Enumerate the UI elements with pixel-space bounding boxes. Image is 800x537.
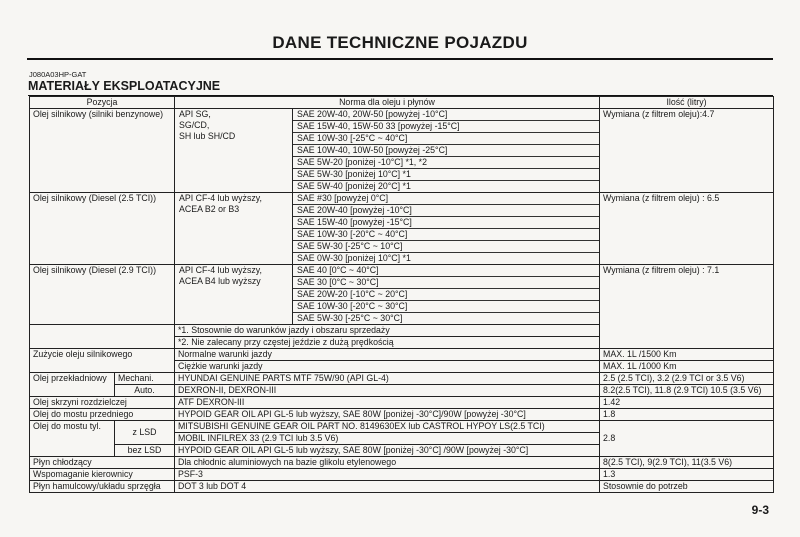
header-norm: Norma dla oleju i płynów [175,97,600,109]
cell-position: Olej do mostu tyl. [30,421,115,457]
cell-norm: HYPOID GEAR OIL API GL-5 lub wyższy, SAE 80W [poniżej -30°C]/90W [powyżej -30°C] [175,409,600,421]
cell-quantity: MAX. 1L /1000 Km [600,361,774,373]
page-title: DANE TECHNICZNE POJAZDU [272,33,528,52]
cell-api [175,265,293,325]
cell-quantity: 8(2.5 TCI), 9(2.9 TCI), 11(3.5 V6) [600,457,774,469]
cell-quantity: 1.8 [600,409,774,421]
sae-line: SAE 20W-40 [powyżej -10°C] [293,205,599,217]
cell-position: Płyn hamulcowy/układu sprzęgła [30,481,175,493]
sae-line: SAE #30 [powyżej 0°C] [293,193,599,205]
cell-position: Olej silnikowy (Diesel (2.9 TCI)) [30,265,175,325]
sae-line: SAE 5W-30 [-25°C ~ 10°C] [293,241,599,253]
cell-norm: Dla chłodnic aluminiowych na bazie glikolu etylenowego [175,457,600,469]
header-quantity: Ilość (litry) [600,97,774,109]
cell-norm: HYPOID GEAR OIL API GL-5 lub wyższy, SAE 80W [poniżej -30°C] /90W [powyżej -30°C] [175,445,600,457]
cell-position: Olej silnikowy (silniki benzynowe) [30,109,175,193]
api-line: ACEA B4 lub wyższy [179,276,261,286]
sae-line: SAE 40 [0°C ~ 40°C] [293,265,599,277]
cell-sae [293,109,600,193]
table-row [30,349,774,361]
api-line: SH lub SH/CD [179,131,236,141]
table-row [30,109,774,193]
document-code: J080A03HP-GAT [29,70,87,79]
api-line: API CF-4 lub wyższy, [179,193,262,203]
cell-norm: HYUNDAI GENUINE PARTS MTF 75W/90 (API GL-4) [175,373,600,385]
cell-quantity: 2.8 [600,421,774,457]
cell-quantity: Wymiana (z filtrem oleju) : 6.5 [600,193,774,265]
cell-sae [293,193,600,265]
cell-quantity: Stosownie do potrzeb [600,481,774,493]
cell-sub: Auto. [115,385,175,397]
api-line: API CF-4 lub wyższy, [179,265,262,275]
cell-quantity: 2.5 (2.5 TCI), 3.2 (2.9 TCI or 3.5 V6) [600,373,774,385]
specs-table [29,96,774,493]
cell-quantity: Wymiana (z filtrem oleju) : 7.1 [600,265,774,349]
cell-norm: MITSUBISHI GENUINE GEAR OIL PART NO. 8149630EX lub CASTROL HYPOY LS(2.5 TCI) [175,421,600,433]
cell-api [175,193,293,265]
sae-line: SAE 5W-30 [-25°C ~ 30°C] [297,313,403,323]
cell-quantity: MAX. 1L /1500 Km [600,349,774,361]
table-header-row [30,97,774,109]
cell-empty [30,325,175,349]
api-line: API SG, [179,109,211,119]
table-row [30,469,774,481]
sae-line: SAE 30 [0°C ~ 30°C] [293,277,599,289]
sae-line: SAE 0W-30 [poniżej 10°C] *1 [297,253,411,263]
table-row [30,385,774,397]
cell-norm: Normalne warunki jazdy [175,349,600,361]
sae-line: SAE 5W-40 [poniżej 20°C] *1 [297,181,411,191]
table-row [30,193,774,265]
cell-sae [293,265,600,325]
cell-norm: ATF DEXRON-III [175,397,600,409]
cell-quantity: 1.3 [600,469,774,481]
table-row [30,409,774,421]
api-line: SG/CD, [179,120,210,130]
table-row [30,265,774,325]
cell-norm: DOT 3 lub DOT 4 [175,481,600,493]
page-number: 9-3 [751,503,769,517]
cell-position: Płyn chłodzący [30,457,175,469]
cell-norm: Ciężkie warunki jazdy [175,361,600,373]
cell-api [175,109,293,193]
cell-quantity: 8.2(2.5 TCI), 11.8 (2.9 TCI) 10.5 (3.5 V6) [600,385,774,397]
cell-sub: z LSD [115,421,175,445]
api-line: ACEA B2 or B3 [179,204,240,214]
cell-position: Olej przekładniowy [30,373,115,397]
cell-norm: PSF-3 [175,469,600,481]
cell-sub: Mechani. [115,373,175,385]
cell-quantity: Wymiana (z filtrem oleju):4.7 [600,109,774,193]
sae-line: SAE 5W-20 [poniżej -10°C] *1, *2 [293,157,599,169]
note-2: *2. Nie zalecany przy częstej jeździe z dużą prędkością [175,337,600,349]
sae-line: SAE 15W-40 [powyżej -15°C] [293,217,599,229]
table-row [30,457,774,469]
sae-line: SAE 5W-30 [poniżej 10°C] *1 [293,169,599,181]
cell-position: Olej silnikowy (Diesel (2.5 TCI)) [30,193,175,265]
cell-quantity: 1.42 [600,397,774,409]
sae-line: SAE 10W-30 [-25°C ~ 40°C] [293,133,599,145]
cell-sub: bez LSD [115,445,175,457]
header-position: Pozycja [30,97,175,109]
cell-norm: MOBIL INFILREX 33 (2.9 TCI lub 3.5 V6) [175,433,600,445]
title-rule [27,58,773,60]
table-row [30,421,774,433]
cell-norm: DEXRON-II, DEXRON-III [175,385,600,397]
sae-line: SAE 20W-20 [-10°C ~ 20°C] [293,289,599,301]
sae-line: SAE 10W-30 [-20°C ~ 30°C] [293,301,599,313]
cell-position: Wspomaganie kierownicy [30,469,175,481]
cell-position: Zużycie oleju silnikowego [30,349,175,373]
table-row [30,481,774,493]
cell-position: Olej do mostu przedniego [30,409,175,421]
table-row [30,373,774,385]
table-row [30,397,774,409]
sae-line: SAE 10W-30 [-20°C ~ 40°C] [293,229,599,241]
sae-line: SAE 10W-40, 10W-50 [powyżej -25°C] [293,145,599,157]
cell-position: Olej skrzyni rozdzielczej [30,397,175,409]
sae-line: SAE 20W-40, 20W-50 [powyżej -10°C] [293,109,599,121]
section-title: MATERIAŁY EKSPLOATACYJNE [28,79,221,93]
note-1: *1. Stosownie do warunków jazdy i obszaru sprzedaży [175,325,600,337]
sae-line: SAE 15W-40, 15W-50 33 [powyżej -15°C] [293,121,599,133]
